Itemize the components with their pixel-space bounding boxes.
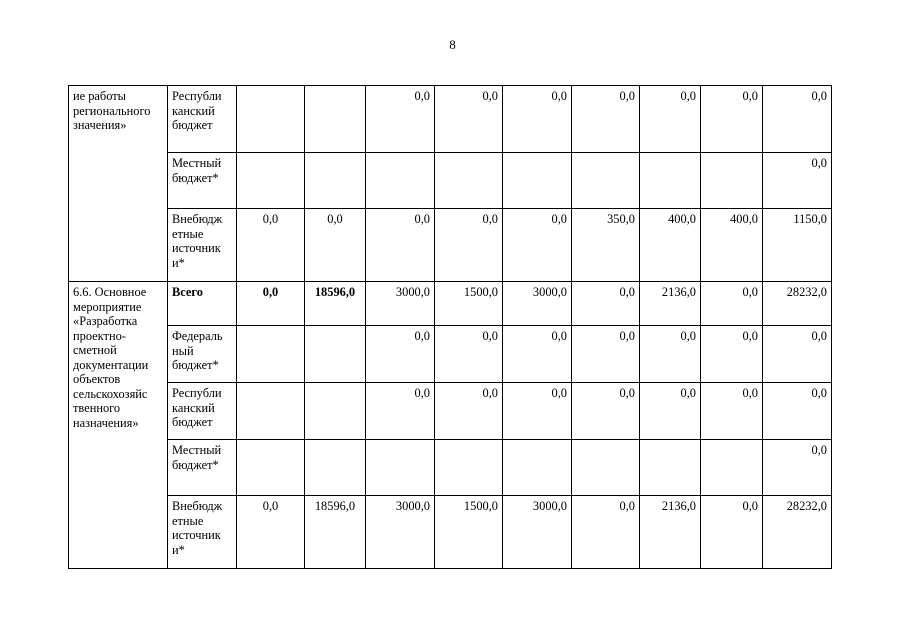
funding-source-cell: Местный бюджет*: [168, 440, 237, 496]
value-cell: [237, 326, 305, 383]
value-cell: 0,0: [572, 282, 640, 326]
value-cell: 0,0: [503, 209, 572, 282]
value-cell: 0,0: [435, 326, 503, 383]
value-cell: 0,0: [305, 209, 366, 282]
value-cell: 0,0: [701, 496, 763, 569]
value-cell: 0,0: [237, 209, 305, 282]
value-cell: 0,0: [701, 383, 763, 440]
value-cell: 0,0: [435, 86, 503, 153]
value-cell: 0,0: [763, 153, 832, 209]
value-cell: 3000,0: [366, 282, 435, 326]
value-cell: [237, 383, 305, 440]
value-cell: 0,0: [503, 86, 572, 153]
value-cell: [640, 153, 701, 209]
value-cell: 3000,0: [366, 496, 435, 569]
value-cell: 0,0: [366, 326, 435, 383]
value-cell: [305, 153, 366, 209]
table-row: [69, 326, 832, 383]
measure-name-cell: ие работы регионального значения»: [69, 86, 168, 282]
value-cell: 400,0: [701, 209, 763, 282]
table-row: [69, 440, 832, 496]
value-cell: [305, 383, 366, 440]
value-cell: 18596,0: [305, 282, 366, 326]
funding-source-cell: Всего: [168, 282, 237, 326]
value-cell: 0,0: [572, 86, 640, 153]
value-cell: [237, 153, 305, 209]
value-cell: 0,0: [366, 209, 435, 282]
value-cell: [572, 440, 640, 496]
value-cell: [237, 440, 305, 496]
funding-source-cell: Республи канский бюджет: [168, 86, 237, 153]
value-cell: 28232,0: [763, 282, 832, 326]
value-cell: [435, 440, 503, 496]
value-cell: [366, 153, 435, 209]
value-cell: 2136,0: [640, 282, 701, 326]
value-cell: 0,0: [572, 496, 640, 569]
value-cell: 0,0: [701, 326, 763, 383]
value-cell: 3000,0: [503, 282, 572, 326]
budget-table: [68, 85, 832, 569]
value-cell: 0,0: [763, 440, 832, 496]
value-cell: 0,0: [763, 383, 832, 440]
value-cell: [305, 326, 366, 383]
value-cell: 1150,0: [763, 209, 832, 282]
value-cell: 0,0: [572, 326, 640, 383]
value-cell: 2136,0: [640, 496, 701, 569]
value-cell: [435, 153, 503, 209]
funding-source-cell: Республи канский бюджет: [168, 383, 237, 440]
value-cell: 28232,0: [763, 496, 832, 569]
value-cell: [305, 440, 366, 496]
funding-source-cell: Внебюдж етные источник и*: [168, 209, 237, 282]
measure-name-cell: 6.6. Основное мероприятие «Разработка проектно-сметной документации объектов сельскохозяйс твенного назначения»: [69, 282, 168, 569]
table-row: [69, 86, 832, 153]
value-cell: 0,0: [763, 326, 832, 383]
value-cell: 0,0: [503, 326, 572, 383]
table-row: [69, 383, 832, 440]
value-cell: 0,0: [640, 86, 701, 153]
value-cell: [503, 440, 572, 496]
value-cell: 350,0: [572, 209, 640, 282]
value-cell: [701, 440, 763, 496]
value-cell: 0,0: [366, 383, 435, 440]
value-cell: [237, 86, 305, 153]
value-cell: 1500,0: [435, 496, 503, 569]
funding-source-cell: Местный бюджет*: [168, 153, 237, 209]
value-cell: [640, 440, 701, 496]
value-cell: 0,0: [572, 383, 640, 440]
value-cell: 0,0: [640, 326, 701, 383]
value-cell: [572, 153, 640, 209]
value-cell: 0,0: [237, 496, 305, 569]
value-cell: 0,0: [237, 282, 305, 326]
funding-source-cell: Федераль ный бюджет*: [168, 326, 237, 383]
value-cell: 3000,0: [503, 496, 572, 569]
value-cell: 0,0: [763, 86, 832, 153]
value-cell: 0,0: [701, 86, 763, 153]
value-cell: 400,0: [640, 209, 701, 282]
table-row: [69, 153, 832, 209]
value-cell: 0,0: [435, 383, 503, 440]
value-cell: [366, 440, 435, 496]
value-cell: [701, 153, 763, 209]
table-row: [69, 496, 832, 569]
page-number: 8: [449, 37, 456, 52]
value-cell: [503, 153, 572, 209]
value-cell: 0,0: [503, 383, 572, 440]
table-row: [69, 282, 832, 326]
value-cell: 0,0: [366, 86, 435, 153]
value-cell: 0,0: [701, 282, 763, 326]
value-cell: 0,0: [640, 383, 701, 440]
funding-source-cell: Внебюдж етные источник и*: [168, 496, 237, 569]
value-cell: 0,0: [435, 209, 503, 282]
table-row: [69, 209, 832, 282]
value-cell: [305, 86, 366, 153]
value-cell: 18596,0: [305, 496, 366, 569]
value-cell: 1500,0: [435, 282, 503, 326]
